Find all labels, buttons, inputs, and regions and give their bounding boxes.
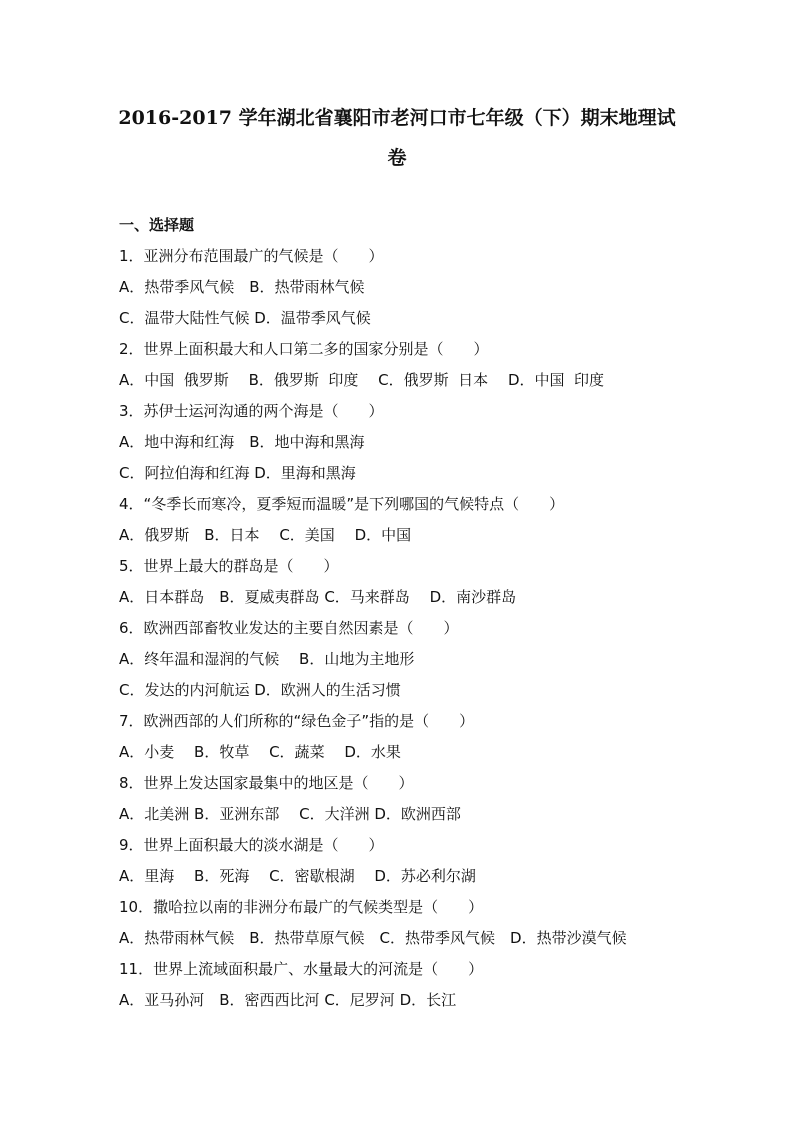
answer-options: C．发达的内河航运 D．欧洲人的生活习惯 [119,681,401,699]
question-text: 11．世界上流域面积最广、水量最大的河流是（ ） [119,960,484,978]
section-heading: 一、选择题 [119,216,195,234]
question-list [119,245,719,1020]
answer-options: A．北美洲 B．亚洲东部 C．大洋洲 D．欧洲西部 [119,805,461,823]
question-text: 1．亚洲分布范围最广的气候是（ ） [119,247,384,265]
question-text: 2．世界上面积最大和人口第二多的国家分别是（ ） [119,340,489,358]
answer-options: C．温带大陆性气候 D．温带季风气候 [119,309,371,327]
answer-options: C．阿拉伯海和红海 D．里海和黑海 [119,464,356,482]
question-text: 4．“冬季长而寒冷，夏季短而温暖”是下列哪国的气候特点（ ） [119,495,565,513]
answer-options: A．亚马孙河 B．密西西比河 C．尼罗河 D．长江 [119,991,457,1009]
answer-options: A．小麦 B．牧草 C．蔬菜 D．水果 [119,743,401,761]
question-text: 8．世界上发达国家最集中的地区是（ ） [119,774,414,792]
answer-options: A．日本群岛 B．夏威夷群岛 C．马来群岛 D．南沙群岛 [119,588,517,606]
question-text: 7．欧洲西部的人们所称的“绿色金子”指的是（ ） [119,712,475,730]
answer-options: A．热带雨林气候 B．热带草原气候 C．热带季风气候 D．热带沙漠气候 [119,929,627,947]
question-text: 3．苏伊士运河沟通的两个海是（ ） [119,402,384,420]
page-title: 2016-2017 学年湖北省襄阳市老河口市七年级（下）期末地理试 [118,107,676,129]
question-text: 5．世界上最大的群岛是（ ） [119,557,339,575]
page-title-continued: 卷 [387,147,407,169]
question-text: 10．撒哈拉以南的非洲分布最广的气候类型是（ ） [119,898,484,916]
answer-options: A．终年温和湿润的气候 B．山地为主地形 [119,650,415,668]
answer-options: A．地中海和红海 B．地中海和黑海 [119,433,365,451]
answer-options: A．中国 俄罗斯 B．俄罗斯 印度 C．俄罗斯 日本 D．中国 印度 [119,371,605,389]
answer-options: A．热带季风气候 B．热带雨林气候 [119,278,365,296]
answer-options: A．里海 B．死海 C．密歇根湖 D．苏必利尔湖 [119,867,476,885]
question-text: 6．欧洲西部畜牧业发达的主要自然因素是（ ） [119,619,459,637]
answer-options: A．俄罗斯 B．日本 C．美国 D．中国 [119,526,412,544]
question-text: 9．世界上面积最大的淡水湖是（ ） [119,836,384,854]
